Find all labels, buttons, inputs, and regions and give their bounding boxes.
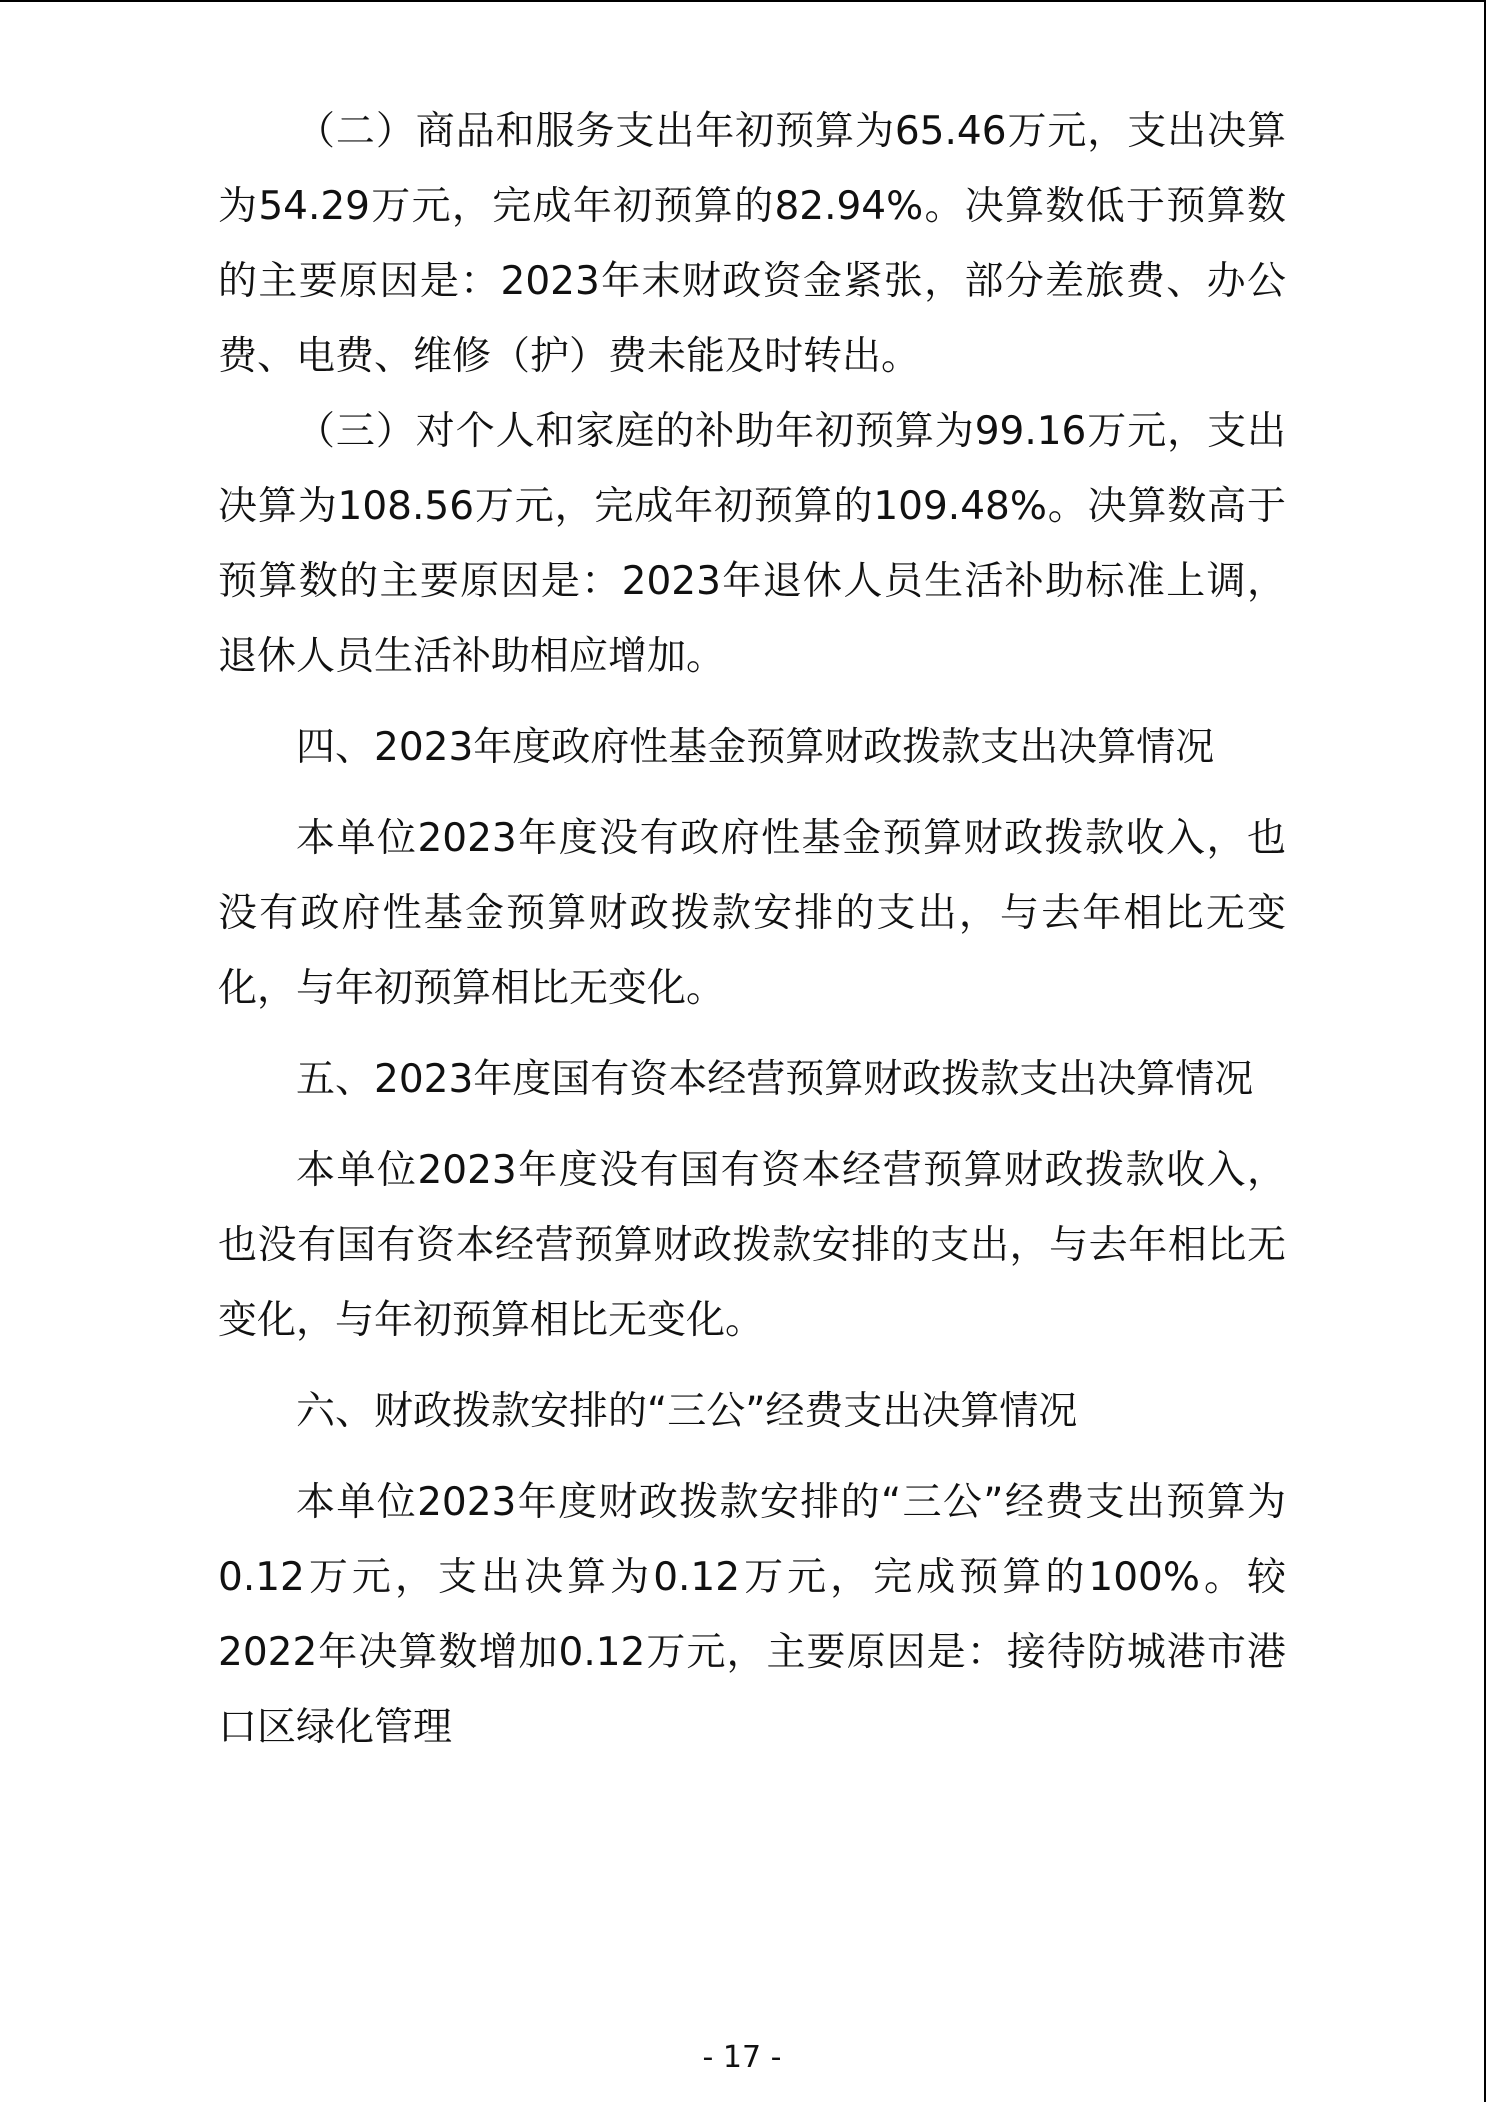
- paragraph-three-public: 本单位2023年度财政拨款安排的“三公”经费支出预算为0.12万元，支出决算为0.12万元，完成预算的100%。较2022年决算数增加0.12万元，主要原因是：接待防城港市港口区绿化管理: [218, 1480, 1286, 1750]
- paragraph-state-capital: 本单位2023年度没有国有资本经营预算财政拨款收入，也没有国有资本经营预算财政拨款安排的支出，与去年相比无变化，与年初预算相比无变化。: [218, 1148, 1286, 1343]
- section-heading-three-public: 六、财政拨款安排的“三公”经费支出决算情况: [296, 1389, 1078, 1434]
- paragraph-government-fund: 本单位2023年度没有政府性基金预算财政拨款收入，也没有政府性基金预算财政拨款安排的支出，与去年相比无变化，与年初预算相比无变化。: [218, 816, 1286, 1011]
- paragraph-household-subsidy: （三）对个人和家庭的补助年初预算为99.16万元，支出决算为108.56万元，完成年初预算的109.48%。决算数高于预算数的主要原因是：2023年退休人员生活补助标准上调，退休人员生活补助相应增加。: [218, 409, 1286, 679]
- page-number: - 17 -: [702, 2040, 782, 2075]
- page-body: [218, 94, 1286, 1765]
- section-heading-government-fund: 四、2023年度政府性基金预算财政拨款支出决算情况: [296, 725, 1215, 770]
- section-heading-state-capital: 五、2023年度国有资本经营预算财政拨款支出决算情况: [296, 1057, 1254, 1102]
- paragraph-goods-services-expenditure: （二）商品和服务支出年初预算为65.46万元，支出决算为54.29万元，完成年初预算的82.94%。决算数低于预算数的主要原因是：2023年末财政资金紧张，部分差旅费、办公费、电费、维修（护）费未能及时转出。: [218, 109, 1286, 379]
